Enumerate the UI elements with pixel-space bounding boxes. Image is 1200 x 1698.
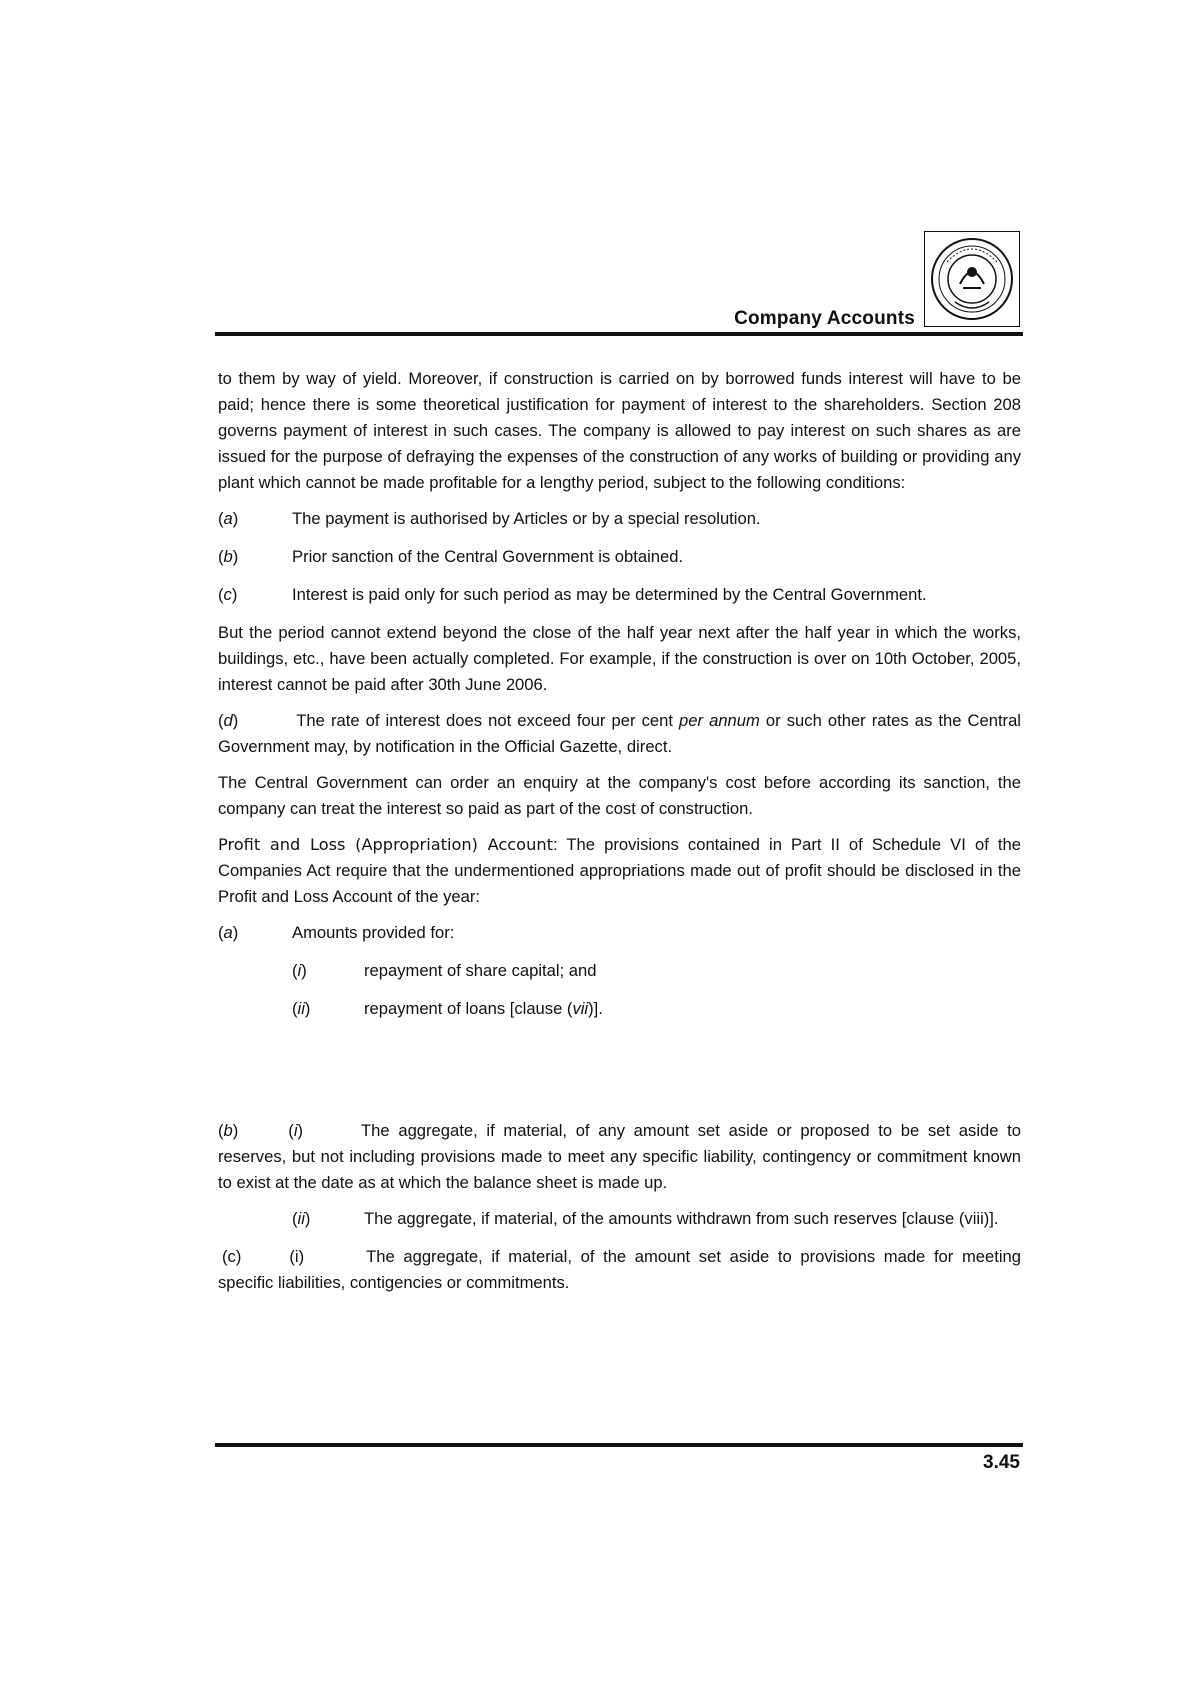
paragraph-enquiry: The Central Government can order an enquiry at the company's cost before according its sanction, the company can treat the interest so paid as part of the cost of construction.	[218, 773, 1021, 818]
paragraph-period: But the period cannot extend beyond the close of the half year next after the half year in which the works, buildings, etc., have been actually completed. For example, if the construction is over on 10th October, 2005, interest cannot be paid after 30th June 2006.	[218, 623, 1021, 694]
header-rule	[215, 332, 1023, 336]
running-header-title: Company Accounts	[734, 308, 915, 329]
condition-text: Prior sanction of the Central Government is obtained.	[292, 547, 684, 566]
condition-label: (b)	[218, 547, 239, 566]
condition-c	[218, 582, 1021, 608]
sub-item-label: (i)	[292, 961, 307, 980]
item-a	[218, 920, 1021, 946]
footer-rule	[215, 1443, 1023, 1447]
document-body	[218, 366, 1021, 1306]
sub-item-text: repayment of loans [clause (vii)].	[364, 999, 603, 1018]
condition-text: Interest is paid only for such period as may be determined by the Central Government.	[292, 585, 927, 604]
item-a-i	[292, 958, 1021, 984]
condition-a	[218, 506, 1021, 532]
paragraph-intro: to them by way of yield. Moreover, if construction is carried on by borrowed funds interest will have to be paid; hence there is some theoretical justification for payment of interest to the shareholders. Section 208 governs payment of interest in such cases. The company is allowed to pay interest on such shares as are issued for the purpose of defraying the expenses of the construction of any works of building or providing any plant which cannot be made profitable for a lengthy period, subject to the following conditions:	[218, 369, 1021, 492]
sub-item-text: The aggregate, if material, of the amounts withdrawn from such reserves [clause (viii)].	[364, 1209, 999, 1228]
condition-d: (d) The rate of interest does not exceed four per cent per annum or such other rates as the Central Government may, by notification in the Official Gazette, direct.	[218, 711, 1021, 756]
sub-item-label: (ii)	[292, 999, 311, 1018]
blank-gap	[218, 1034, 1021, 1118]
item-text: Amounts provided for:	[292, 923, 455, 942]
condition-b	[218, 544, 1021, 570]
institute-seal-icon	[924, 231, 1020, 327]
item-a-ii	[292, 996, 1021, 1022]
condition-label: (c)	[218, 585, 238, 604]
section-heading: Profit and Loss (Appropriation) Account	[218, 835, 553, 854]
condition-label: (a)	[218, 509, 239, 528]
item-label: (a)	[218, 923, 239, 942]
sub-item-label: (ii)	[292, 1209, 311, 1228]
sub-item-text: repayment of share capital; and	[364, 961, 597, 980]
paragraph-profit-loss: Profit and Loss (Appropriation) Account: The provisions contained in Part II of Schedule VI of the Companies Act require that the undermentioned appropriations made out of profit should be disclosed in the Profit and Loss Account of the year:	[218, 835, 1021, 906]
item-c: (c) (i) The aggregate, if material, of the amount set aside to provisions made for meeting specific liabilities, contigencies or commitments.	[218, 1247, 1021, 1292]
item-b-ii	[292, 1206, 1021, 1232]
condition-text: The payment is authorised by Articles or by a special resolution.	[292, 509, 761, 528]
item-b: (b) (i) The aggregate, if material, of any amount set aside or proposed to be set aside to reserves, but not including provisions made to meet any specific liability, contingency or commitment known to exist at the date as at which the balance sheet is made up.	[218, 1121, 1021, 1192]
page-number: 3.45	[983, 1452, 1020, 1473]
